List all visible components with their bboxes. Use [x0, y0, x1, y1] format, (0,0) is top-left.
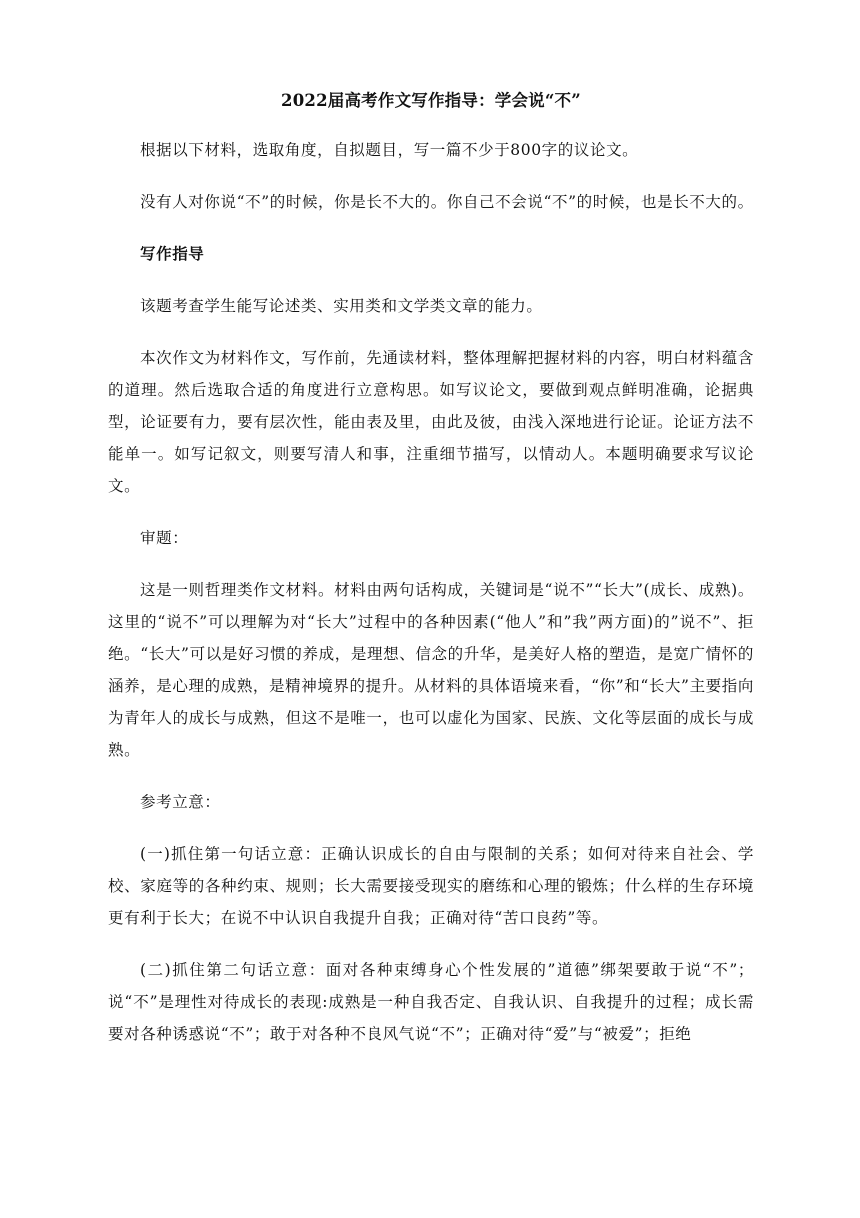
paragraph-analysis: 这是一则哲理类作文材料。材料由两句话构成，关键词是“说不”“长大”(成长、成熟)。这里的“说不”可以理解为对“长大”过程中的各种因素(“他人”和”我”两方面)的”说不”、拒绝。“长大”可以是好习惯的养成，是理想、信念的升华，是美好人格的塑造，是宽广情怀的涵养，是心理的成熟，是精神境界的提升。从材料的具体语境来看，“你”和“长大”主要指向为青年人的成长与成熟，但这不是唯一，也可以虚化为国家、民族、文化等层面的成长与成熟。 [108, 581, 754, 759]
paragraph-guidance: 本次作文为材料作文，写作前，先通读材料，整体理解把握材料的内容，明白材料蕴含的道理。然后选取合适的角度进行立意构思。如写议论文，要做到观点鲜明准确，论据典型，论证要有力，要有层次性，能由表及里，由此及彼，由浅入深地进行论证。论证方法不能单一。如写记叙文，则要写清人和事，注重细节描写，以情动人。本题明确要求写议论文。 [108, 349, 754, 495]
label-reference-ideas: 参考立意： [140, 793, 221, 811]
document-title: 2022届高考作文写作指导：学会说“不” [281, 91, 581, 110]
label-review: 审题： [140, 529, 189, 547]
paragraph-assessment: 该题考查学生能写论述类、实用类和文学类文章的能力。 [140, 297, 543, 315]
section-heading-writing-guide: 写作指导 [140, 244, 205, 263]
paragraph-idea-two: (二)抓住第二句话立意：面对各种束缚身心个性发展的”道德”绑架要敢于说“不”；说“不”是理性对待成长的表现:成熟是一种自我否定、自我认识、自我提升的过程；成长需要对各种诱惑说“不”；敢于对各种不良风气说“不”；正确对待“爱”与“被爱”；拒绝 [108, 961, 754, 1043]
paragraph-material: 没有人对你说“不”的时候，你是长不大的。你自己不会说“不”的时候，也是长不大的。 [140, 193, 754, 211]
paragraph-idea-one: (一)抓住第一句话立意：正确认识成长的自由与限制的关系；如何对待来自社会、学校、家庭等的各种约束、规则；长大需要接受现实的磨练和心理的锻炼；什么样的生存环境更有利于长大；在说不中认识自我提升自我；正确对待“苦口良药”等。 [108, 845, 754, 927]
paragraph-prompt: 根据以下材料，选取角度，自拟题目，写一篇不少于800字的议论文。 [140, 141, 639, 159]
document-page [108, 88, 754, 1070]
